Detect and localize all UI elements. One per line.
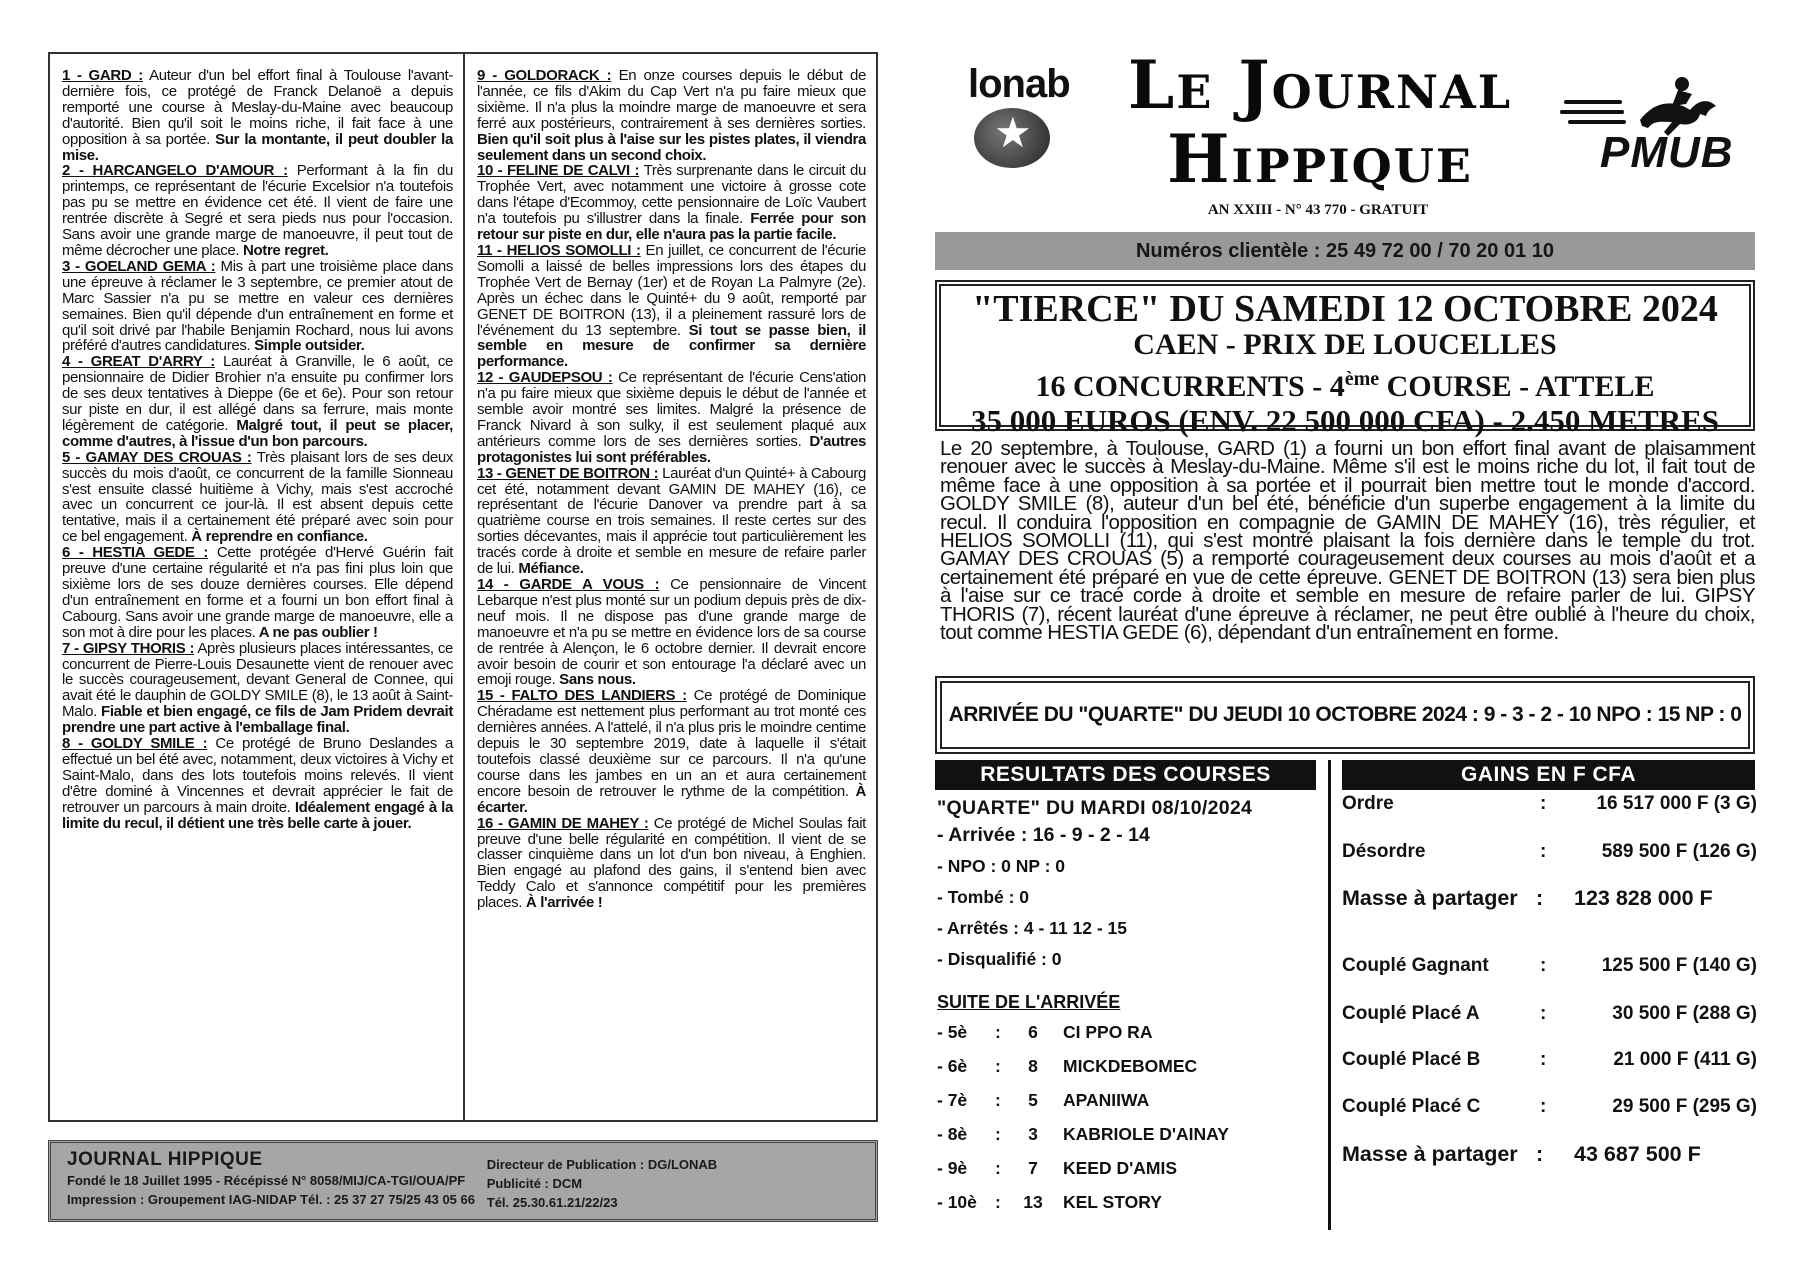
suite-colon: : <box>995 1124 1001 1144</box>
gain-colon: : <box>1540 841 1547 862</box>
journal-title-line2: Hippique <box>1167 120 1473 198</box>
horse-verdict: Simple outsider. <box>250 337 365 355</box>
suite-colon: : <box>995 1090 1001 1110</box>
race-purse: 35 000 EUROS (ENV. 22 500 000 CFA) - 2.450 METRES <box>970 403 1720 438</box>
arrival-box <box>935 676 1755 754</box>
commentary-column-right <box>463 54 876 1120</box>
horse-name: 6 - HESTIA GEDE : <box>62 544 209 562</box>
suite-colon: : <box>995 1158 1001 1178</box>
speed-line <box>1568 120 1626 124</box>
suite-position: - 5è <box>937 1022 968 1042</box>
gains-heading: GAINS EN F CFA <box>1342 760 1755 790</box>
suite-row <box>937 1185 1327 1219</box>
race-runners: 16 CONCURRENTS - 4 <box>1035 370 1345 403</box>
horse-commentary-box <box>48 52 878 1122</box>
horse-verdict: Méfiance. <box>514 560 584 578</box>
horse-verdict: Idéalement engagé à la limite du recul, il détient une très belle carte à jouer. <box>62 798 453 832</box>
horse-name: 4 - GREAT D'ARRY : <box>62 353 215 371</box>
gain-label: Masse à partager <box>1342 1142 1518 1166</box>
gain-value: 29 500 F (295 G) <box>1612 1096 1757 1117</box>
horse-name: 12 - GAUDEPSOU : <box>477 369 613 387</box>
horse-text: En juillet, ce concurrent de l'écurie Somolli a laissé de belles impressions lors des étapes du Trophée Vert de Bernay (1er) et de Royan La Palmyre (2e). Après un échec dans le Quinté+ du 9 août, remporté par GENET DE BOITRON (13), il a pleinement rassuré lors de l'événement du 13 septembre. <box>477 241 866 339</box>
horse-name: 15 - FALTO DES LANDIERS : <box>477 687 687 705</box>
suite-row <box>937 1083 1327 1117</box>
horse-name: 9 - GOLDORACK : <box>477 67 612 84</box>
gain-row <box>1342 884 1757 912</box>
horse-name: 11 - HELIOS SOMOLLI : <box>477 241 641 259</box>
horse-text: Ce protégé de Dominique Chéradame est nettement plus performant au trot monté ces dernières années. A l'attelé, il n'a plus pris le moindre centime depuis le 30 septembre 2019, date à laquelle il s'était toutefois classé deuxième sur ce parcours. Il n'a qu'une course dans les jambes en un an et aura certainement encore besoin de retrouver le rythme de la compétition. <box>477 687 866 800</box>
horse-entry <box>62 163 453 258</box>
race-venue: CAEN - PRIX DE LOUCELLES <box>1133 328 1557 361</box>
suite-position: - 10è <box>937 1192 977 1212</box>
suite-colon: : <box>995 1022 1001 1042</box>
footer-director: Directeur de Publication : DG/LONAB <box>486 1157 718 1172</box>
lonab-wordmark: lonab <box>968 62 1070 106</box>
pmub-wordmark: PMUB <box>1600 128 1734 177</box>
gain-colon: : <box>1540 793 1547 814</box>
horse-verdict: Sans nous. <box>555 671 636 689</box>
gain-value: 125 500 F (140 G) <box>1601 955 1757 976</box>
pmub-logo <box>1560 70 1750 180</box>
gain-value: 589 500 F (126 G) <box>1601 841 1757 862</box>
publication-footer <box>48 1140 878 1222</box>
lonab-logo <box>958 62 1078 172</box>
speed-line <box>1560 110 1624 114</box>
gain-label: Couplé Placé B <box>1342 1049 1481 1070</box>
gain-row <box>1342 790 1757 818</box>
horse-name: 14 - GARDE A VOUS : <box>477 576 660 593</box>
suite-position: - 6è <box>937 1056 968 1076</box>
suite-horse-number: 6 <box>1028 1022 1038 1042</box>
footer-right <box>487 1149 859 1213</box>
suite-arrival-title: SUITE DE L'ARRIVÉE <box>937 992 1121 1012</box>
gain-label: Ordre <box>1342 793 1394 814</box>
horse-entry <box>477 688 866 815</box>
horse-verdict: À écarter. <box>477 782 866 816</box>
suite-arrival-list <box>937 1015 1327 1219</box>
gain-row <box>1342 1093 1757 1121</box>
horse-name: 8 - GOLDY SMILE : <box>62 735 208 753</box>
horse-entry <box>477 577 866 688</box>
horse-entry <box>477 816 866 911</box>
horse-text: Auteur d'un bel effort final à Toulouse l'avant-dernière fois, ce protégé de Franck Delanoë a depuis remporté une course à Meslay-du-Maine avec beaucoup d'autorité. Bien qu'il soit le moins riche, il fait face à une opposition à sa portée. <box>62 67 453 148</box>
horse-text: Lauréat à Granville, le 6 août, ce pensionnaire de Didier Brohier n'a ensuite pu confirmer lors de ses deux tentatives à Dieppe (6e et 6e). Pour son retour sur piste en dur, il est allégé dans sa ferrure, mais monte légèrement de catégorie. <box>62 353 453 434</box>
journal-title <box>1095 48 1545 196</box>
commentary-column-left <box>50 54 463 1120</box>
journal-title-line1: Le Journal <box>1127 46 1513 124</box>
result-line: - Arrivée : 16 - 9 - 2 - 14 <box>937 824 1150 846</box>
horse-entry <box>62 68 453 163</box>
horse-entry <box>477 466 866 577</box>
gain-colon: : <box>1540 1049 1547 1070</box>
suite-colon: : <box>995 1056 1001 1076</box>
suite-horse-number: 5 <box>1028 1090 1038 1110</box>
horse-entry <box>62 545 453 640</box>
gain-label: Couplé Placé A <box>1342 1003 1480 1024</box>
horse-verdict: Ferrée pour son retour sur piste en dur, elle n'aura pas la partie facile. <box>477 210 866 244</box>
horse-text: Très surprenante dans le circuit du Trophée Vert, avec notamment une victoire à grosse cote dans l'étape d'Ecommoy, cette pensionnaire de Loïc Vaubert n'a toutefois pu s'illustrer dans la finale. <box>477 162 867 228</box>
suite-horse-number: 7 <box>1028 1158 1038 1178</box>
footer-founded: Fondé le 18 Juillet 1995 - Récépissé N° 8058/MIJ/CA-TGI/OUA/PF <box>67 1173 466 1188</box>
suite-horse-number: 13 <box>1023 1192 1043 1212</box>
suite-horse-name: MICKDEBOMEC <box>1063 1056 1198 1076</box>
horse-name: 10 - FELINE DE CALVI : <box>477 162 640 180</box>
horse-text: Mis à part une troisième place dans une épreuve à réclamer le 3 septembre, ce premier atout de Marc Sassier n'a pu se mettre en valeur ces dernières semaines. Bien qu'il dépende d'un entraînement en forme et qu'il soit drivé par l'habile Benjamin Rochard, nous lui avons préféré d'autres candidatures. <box>62 257 453 355</box>
horse-verdict: D'autres protagonistes lui sont préférables. <box>477 432 866 466</box>
gain-colon: : <box>1536 886 1544 910</box>
gain-row <box>1342 952 1757 980</box>
horse-text: Ce protégé de Bruno Deslandes a effectué un bel été avec, notamment, deux victoires à Vichy et Saint-Malo, dans des lots toutefois moins relevés. Il vient d'être dominé à Vincennes et devrait apprécier le fait de retrouver un parcours à main droite. <box>62 735 453 816</box>
footer-left <box>67 1149 487 1213</box>
quarte-results-title: "QUARTE" DU MARDI 08/10/2024 <box>937 797 1253 819</box>
suite-row <box>937 1151 1327 1185</box>
suite-horse-name: KEED D'AMIS <box>1063 1158 1178 1178</box>
horse-text: Ce pensionnaire de Vincent Lebarque n'est plus monté sur un podium depuis près de dix-neuf mois. Il ne dispose pas d'une grande marge de manoeuvre et n'a pu se mettre en évidence lors de sa course de rentrée à Alençon, le 6 octobre dernier. Il devrait encore avoir besoin de courir et son entourage l'a déclaré avec un emoji rouge. <box>477 576 866 689</box>
horse-name: 16 - GAMIN DE MAHEY : <box>477 814 649 832</box>
horse-verdict: Fiable et bien engagé, ce fils de Jam Pridem devrait prendre une part active à l'emballage final. <box>62 703 453 737</box>
quarte-arrival: ARRIVÉE DU "QUARTE" DU JEUDI 10 OCTOBRE 2024 : 9 - 3 - 2 - 10 NPO : 15 NP : 0 <box>940 681 1750 749</box>
edition-line: AN XXIII - N° 43 770 - GRATUIT <box>1207 202 1429 218</box>
gain-row <box>1342 1140 1757 1168</box>
horse-name: 13 - GENET DE BOITRON : <box>477 464 659 482</box>
horse-entry <box>62 450 453 545</box>
gain-row <box>1342 838 1757 866</box>
result-line: - Arrêtés : 4 - 11 12 - 15 <box>937 918 1128 938</box>
client-numbers-bar: Numéros clientèle : 25 49 72 00 / 70 20 01 10 <box>935 232 1755 270</box>
gain-row <box>1342 1000 1757 1028</box>
horse-name: 1 - GARD : <box>62 67 143 84</box>
suite-horse-name: CI PPO RA <box>1063 1022 1153 1042</box>
horse-text: Ce protégé de Michel Soulas fait preuve d'une belle régularité en compétition. Il vient de se classer cinquième dans un lot d'un bon niveau, à Enghien. Bien engagé au plafond des gains, il s'entend bien avec Teddy Calo et s'annonce compétitif pour les premières places. <box>477 814 866 912</box>
horse-text: Lauréat d'un Quinté+ à Cabourg cet été, notamment devant GAMIN DE MAHEY (16), ce représentant de l'écurie Danover va prendre part à sa quatrième course en trois semaines. Il reste certes sur des sorties décevantes, mais il apprécie tout particulièrement les tracés corde à droite et semble en mesure de refaire parler de lui. <box>477 464 867 578</box>
suite-horse-number: 8 <box>1028 1056 1038 1076</box>
gain-label: Masse à partager <box>1342 886 1518 910</box>
suite-position: - 9è <box>937 1158 968 1178</box>
horse-text: Performant à la fin du printemps, ce représentant de l'écurie Excelsior n'a toutefois pas pu se mettre en évidence cet été. Il vient de faire une rentrée discrète à Segré et sera pieds nus pour l'occasion. Sans avoir une grande marge de manoeuvre, il peut tout de même décrocher une place. <box>62 162 453 259</box>
horse-text: Très plaisant lors de ses deux succès du mois d'août, ce concurrent de la famille Sionneau s'est ensuite classé huitième à Vichy, mais s'est accroché avec un concurrent ce jour-là. Il est absent depuis cette tentative, mais il a certainement été préparé avec soin pour ce bel engagement. <box>62 448 453 546</box>
gain-label: Couplé Gagnant <box>1342 955 1489 976</box>
footer-title: JOURNAL HIPPIQUE <box>67 1149 263 1170</box>
commentary-flow <box>62 68 453 832</box>
race-type: COURSE - ATTELE <box>1379 370 1655 403</box>
race-details <box>941 362 1749 404</box>
results-heading: RESULTATS DES COURSES <box>935 760 1316 790</box>
star-icon: ★ <box>994 109 1032 156</box>
gain-value: 16 517 000 F (3 G) <box>1596 793 1757 814</box>
gain-colon: : <box>1540 1003 1547 1024</box>
horse-entry <box>477 243 866 370</box>
results-column <box>937 796 1327 1219</box>
horse-verdict: A ne pas oublier ! <box>255 623 378 641</box>
suite-horse-name: KEL STORY <box>1063 1192 1162 1212</box>
gain-colon: : <box>1540 1096 1547 1117</box>
speed-line <box>1564 100 1622 104</box>
horse-name: 5 - GAMAY DES CROUAS : <box>62 448 252 466</box>
horse-text: En onze courses depuis le début de l'année, ce fils d'Akim du Cap Vert n'a pu faire mieux que sixième. Il n'a plus la moindre marge de manoeuvre et sera ferré aux postérieurs, contrairement à ses dernières sorties. <box>477 67 866 132</box>
suite-position: - 8è <box>937 1124 968 1144</box>
gain-label: Couplé Placé C <box>1342 1096 1481 1117</box>
horse-verdict: Bien qu'il soit plus à l'aise sur les pistes plates, il viendra seulement dans un second choix. <box>477 130 866 164</box>
horse-text: Ce représentant de l'écurie Cens'ation n'a pu faire mieux que sixième depuis le début de l'année et semble avoir montré ses limites. Malgré la présence de Franck Nivard à son sulky, il est seulement plaqué aux antérieurs comme lors de ses dernières sorties. <box>477 369 866 450</box>
gain-label: Désordre <box>1342 841 1426 862</box>
gain-value: 123 828 000 F <box>1574 886 1713 910</box>
gain-colon: : <box>1536 1142 1544 1166</box>
horse-entry <box>62 259 453 354</box>
gain-value: 43 687 500 F <box>1574 1142 1701 1166</box>
gain-value: 21 000 F (411 G) <box>1613 1049 1757 1070</box>
horse-verdict: Notre regret. <box>239 241 329 259</box>
race-header-box <box>935 280 1755 438</box>
horse-entry <box>477 370 866 465</box>
horse-text: Cette protégée d'Hervé Guérin fait preuve d'une certaine régularité et n'a pas fini plus loin que sixième lors de ses douze dernières courses. Elle dépend d'un entraînement en forme et a fourni un bon effort final à Cabourg. Sans avoir une grande marge de manoeuvre, elle a son mot à dire pour les places. <box>62 544 453 641</box>
horse-verdict: À reprendre en confiance. <box>187 528 368 546</box>
suite-horse-name: KABRIOLE D'AINAY <box>1063 1124 1229 1144</box>
gain-row <box>1342 1046 1757 1074</box>
suite-colon: : <box>995 1192 1001 1212</box>
result-line: - Tombé : 0 <box>937 887 1030 907</box>
suite-row <box>937 1015 1327 1049</box>
horse-entry <box>62 354 453 449</box>
race-header-inner <box>939 284 1751 438</box>
race-ordinal-suffix: ème <box>1344 368 1380 390</box>
column-divider <box>1328 760 1331 1230</box>
horse-name: 7 - GIPSY THORIS : <box>62 639 195 657</box>
gain-colon: : <box>1540 955 1547 976</box>
commentary-flow <box>477 68 866 911</box>
horse-verdict: À l'arrivée ! <box>522 894 603 912</box>
suite-horse-name: APANIIWA <box>1063 1090 1150 1110</box>
race-title: "TIERCE" DU SAMEDI 12 OCTOBRE 2024 <box>972 288 1718 330</box>
suite-row <box>937 1049 1327 1083</box>
race-summary: Le 20 septembre, à Toulouse, GARD (1) a fourni un bon effort final avant de plaisamment renouer avec le succès à Meslay-du-Maine. Même s'il est le moins riche du lot, il fait tout de même face à une opposition à sa portée et il pourrait bien mettre tout le monde d'accord. GOLDY SMILE (8), auteur d'un bel été, bénéficie d'un superbe engagement à la limite du recul. Il conduira l'opposition en compagnie de GAMIN DE MAHEY (16), très régulier, et HELIOS SOMOLLI (11), qui s'est montré plaisant la fois dernière dans le temple du trot. GAMAY DES CROUAS (5) a remporté courageusement deux courses au mois d'août et a certainement été préparé en vue de cette épreuve. GENET DE BOITRON (13) sera bien plus à l'aise sur ce tracé corde à droite et semble en mesure de refaire parler de lui. GIPSY THORIS (7), récent lauréat d'une épreuve à réclamer, ne peut être oublié à l'heure du choix, tout comme HESTIA GEDE (6), dépendant d'un entraînement en forme. <box>940 437 1755 645</box>
gain-value: 30 500 F (288 G) <box>1612 1003 1757 1024</box>
horse-entry <box>477 68 866 163</box>
horse-name: 3 - GOELAND GEMA : <box>62 257 216 275</box>
horse-name: 2 - HARCANGELO D'AMOUR : <box>62 162 288 180</box>
horse-verdict: Si tout se passe bien, il semble en mesure de confirmer sa dernière performance. <box>477 321 866 371</box>
horse-verdict: Malgré tout, il peut se placer, comme d'autres, à l'issue d'un bon parcours. <box>62 416 453 450</box>
suite-horse-number: 3 <box>1028 1124 1038 1144</box>
suite-position: - 7è <box>937 1090 968 1110</box>
footer-phone: Tél. 25.30.61.21/22/23 <box>486 1195 618 1210</box>
footer-advertising: Publicité : DCM <box>486 1176 583 1191</box>
horse-entry <box>477 163 866 243</box>
horse-text: Après plusieurs places intéressantes, ce concurrent de Pierre-Louis Desaunette vient de renouer avec le succès courageusement, devant General de Connee, qui avait été le dauphin de GOLDY SMILE (8), le 13 août à Saint-Malo. <box>62 639 454 721</box>
horse-entry <box>62 641 453 736</box>
horse-entry <box>62 736 453 831</box>
suite-row <box>937 1117 1327 1151</box>
horse-verdict: Sur la montante, il peut doubler la mise. <box>62 130 453 164</box>
footer-printing: Impression : Groupement IAG-NIDAP Tél. : 25 37 27 75/25 43 05 66 <box>67 1192 475 1207</box>
result-line: - Disqualifié : 0 <box>937 949 1062 969</box>
result-line: - NPO : 0 NP : 0 <box>937 856 1066 876</box>
